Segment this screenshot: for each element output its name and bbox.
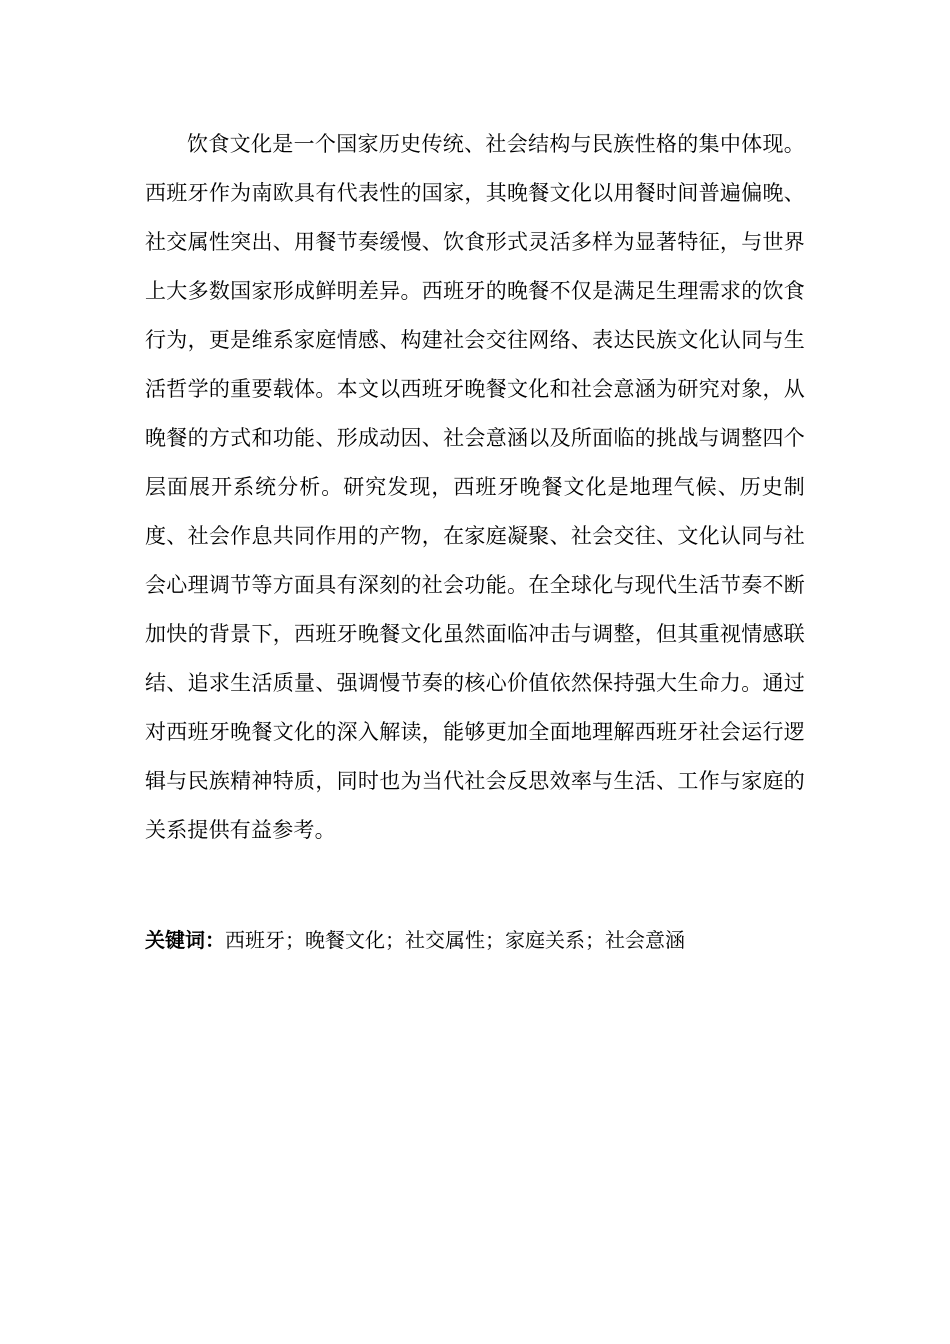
keywords-line — [145, 916, 805, 965]
keywords-value: 西班牙；晚餐文化；社交属性；家庭关系；社会意涵 — [225, 928, 685, 952]
abstract-paragraph: 饮食文化是一个国家历史传统、社会结构与民族性格的集中体现。西班牙作为南欧具有代表性的国家，其晚餐文化以用餐时间普遍偏晚、社交属性突出、用餐节奏缓慢、饮食形式灵活多样为显著特征，与世界上大多数国家形成鲜明差异。西班牙的晚餐不仅是满足生理需求的饮食行为，更是维系家庭情感、构建社会交往网络、表达民族文化认同与生活哲学的重要载体。本文以西班牙晚餐文化和社会意涵为研究对象，从晚餐的方式和功能、形成动因、社会意涵以及所面临的挑战与调整四个层面展开系统分析。研究发现，西班牙晚餐文化是地理气候、历史制度、社会作息共同作用的产物，在家庭凝聚、社会交往、文化认同与社会心理调节等方面具有深刻的社会功能。在全球化与现代生活节奏不断加快的背景下，西班牙晚餐文化虽然面临冲击与调整，但其重视情感联结、追求生活质量、强调慢节奏的核心价值依然保持强大生命力。通过对西班牙晚餐文化的深入解读，能够更加全面地理解西班牙社会运行逻辑与民族精神特质，同时也为当代社会反思效率与生活、工作与家庭的关系提供有益参考。 — [145, 132, 805, 842]
keywords-label: 关键词： — [145, 928, 225, 952]
